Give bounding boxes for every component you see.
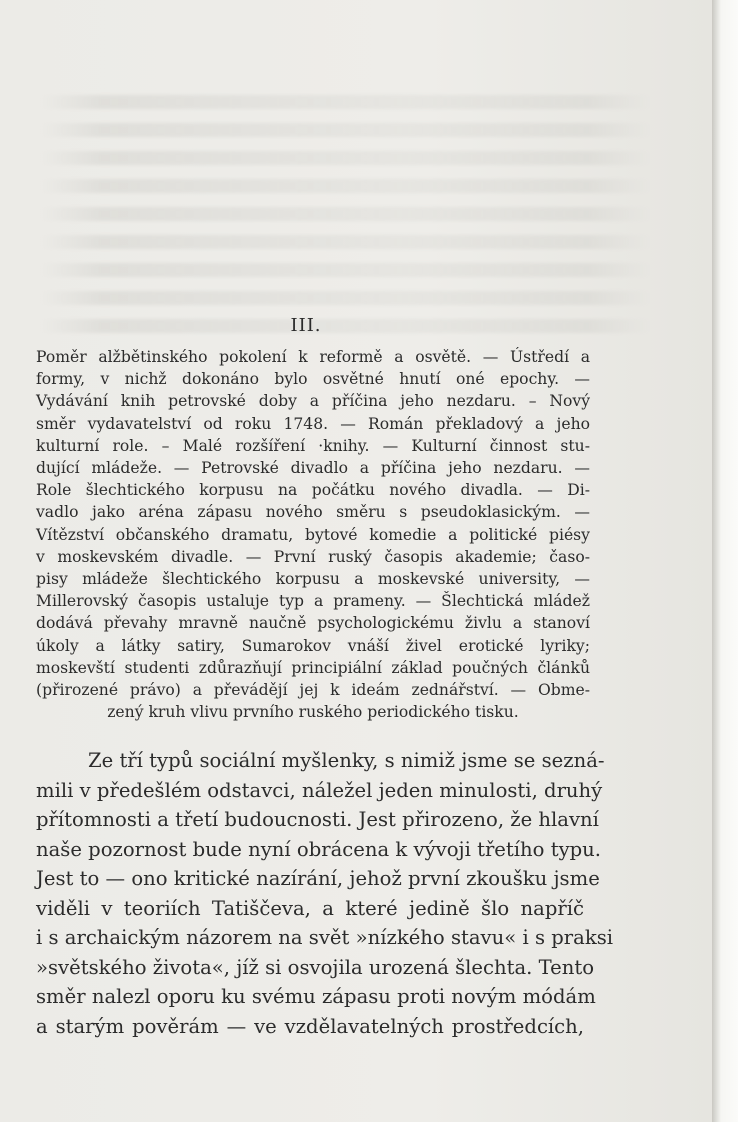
- summary-line: Millerovský časopis ustaluje typ a prameny. — Šlechtická mládež: [36, 592, 590, 611]
- summary-line: Vítězství občanského dramatu, bytové komedie a politické piésy: [36, 525, 590, 544]
- summary-line: Poměr alžbětinského pokolení k reformě a osvětě. — Ústředí a: [36, 348, 590, 366]
- body-line: i s archaickým názorem na svět »nízkého stavu« i s praksi: [36, 926, 614, 949]
- summary-line: dující mládeže. — Petrovské divadlo a příčina jeho nezdaru. —: [36, 459, 590, 478]
- chapter-summary: [36, 346, 590, 723]
- body-line: Jest to — ono kritické nazírání, jehož první zkoušku jsme: [36, 867, 600, 890]
- body-line: přítomnosti a třetí budoucnosti. Jest přirozeno, že hlavní: [36, 808, 599, 831]
- summary-line: formy, v nichž dokonáno bylo osvětné hnutí oné epochy. —: [36, 370, 590, 389]
- summary-line: Role šlechtického korpusu na počátku nového divadla. — Di-: [36, 481, 590, 500]
- body-line: směr nalezl oporu ku svému zápasu proti novým módám: [36, 985, 596, 1008]
- chapter-number: III.: [290, 315, 322, 336]
- page-gutter: [712, 0, 738, 1122]
- summary-line: v moskevském divadle. — První ruský časopis akademie; časo-: [36, 547, 590, 566]
- summary-line: Vydávání knih petrovské doby a příčina jeho nezdaru. – Nový: [36, 392, 590, 411]
- body-paragraph: [36, 746, 614, 1041]
- summary-line: dodává převahy mravně naučně psychologickému živlu a stanoví: [36, 614, 590, 633]
- summary-line: vadlo jako aréna zápasu nového směru s pseudoklasickým. —: [36, 503, 590, 522]
- body-line: a starým pověrám — ve vzdělavatelných prostředcích,: [36, 1014, 584, 1038]
- body-line: viděli v teoriích Tatiščeva, a které jedině šlo napříč: [36, 896, 584, 920]
- summary-line: zený kruh vlivu prvního ruského periodického tisku.: [107, 703, 519, 722]
- body-line: »světského života«, jíž si osvojila urozená šlechta. Tento: [36, 955, 595, 979]
- summary-line: směr vydavatelství od roku 1748. — Román překladový a jeho: [36, 414, 590, 433]
- summary-line: (přirozené právo) a převádějí jej k ideám zednářství. — Obme-: [36, 681, 590, 700]
- body-line: Ze tří typů sociální myšlenky, s nimiž jsme se sezná-: [88, 749, 605, 772]
- summary-line: úkoly a látky satiry, Sumarokov vnáší živel erotické lyriky;: [36, 636, 590, 655]
- show-through-text: [40, 95, 650, 345]
- summary-line: kulturní role. – Malé rozšíření ·knihy. — Kulturní činnost stu-: [36, 436, 590, 455]
- body-line: mili v předešlém odstavci, náležel jeden minulosti, druhý: [36, 778, 603, 802]
- summary-line: pisy mládeže šlechtického korpusu a moskevské university, —: [36, 570, 590, 589]
- body-line: naše pozornost bude nyní obrácena k vývoji třetího typu.: [36, 837, 602, 861]
- summary-line: moskevští studenti zdůrazňují principiální základ poučných článků: [36, 658, 590, 677]
